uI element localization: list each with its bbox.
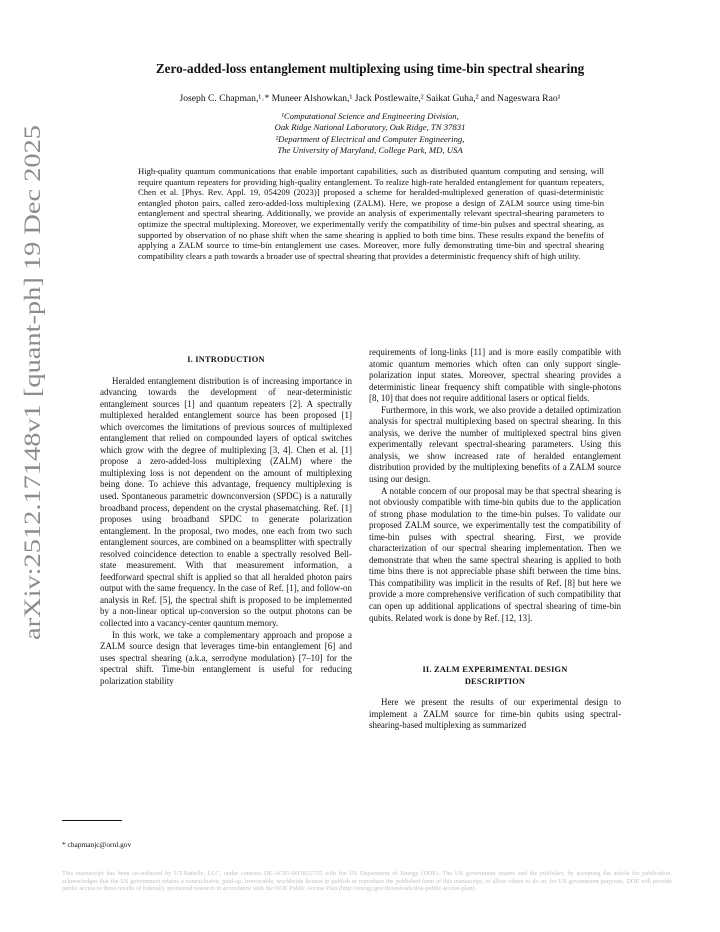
affiliation-line: ¹Computational Science and Engineering Division, [281,111,459,121]
author-list: Joseph C. Chapman,¹˒* Muneer Alshowkan,¹ Jack Postlewaite,² Saikat Guha,² and Nageswara Rao¹ [179,93,561,104]
abstract: High-quality quantum communications that enable important capabilities, such as distributed quantum computing and sensing, will require quantum repeaters for providing high-quality entanglement. To realize high-rate heralded entanglement for quantum repeaters, Chen et al. [Phys. Rev. Appl. 19, 054209 (2023)] proposed a scheme for heralded-multiplexed generation of quasi-deterministic entangled photon pairs, called zero-added-loss multiplexing (ZALM). Here, we propose a design of ZALM source using time-bin entanglement and spectral shearing. Additionally, we provide an analysis of experimentally relevant spectral-shearing parameters to optimize the spectral multiplexing. Moreover, we experimentally verify the compatibility of time-bin pulses and spectral shearing, as supported by observation of no phase shift when the same shearing is applied to both time bins. These results expand the benefits of applying a ZALM source to time-bin entanglement use cases. Moreover, more fully demonstrating time-bin and spectral shearing compatibility clears a path towards a broader use of spectral shearing that provides a deterministic frequency shift of high utility. [138,166,604,261]
arxiv-side-label [2,120,54,640]
arxiv-side-label-svg [2,120,54,640]
section-heading-introduction: I. INTRODUCTION [187,355,265,364]
arxiv-identifier: arXiv:2512.17148v1 [quant-ph] 19 Dec 2025 [20,213,46,640]
section-heading-line: II. ZALM EXPERIMENTAL DESIGN [422,665,568,675]
affiliation-line: Oak Ridge National Laboratory, Oak Ridge, TN 37831 [274,122,466,133]
section-heading-zalm-design [369,664,621,687]
left-column [100,348,352,687]
section-heading-line: DESCRIPTION [464,676,526,686]
affiliation-line: The University of Maryland, College Park, MD, USA [277,144,463,155]
affiliations [60,111,680,156]
affiliation-line: ²Department of Electrical and Computer Engineering, [275,133,465,144]
paper-title: Zero-added-loss entanglement multiplexing using time-bin spectral shearing [155,61,585,76]
paragraph: A notable concern of our proposal may be that spectral shearing is not obviously compatible with time-bin qubits due to the application of strong phase modulation to the time-bin pulses. To validate our proposed ZALM source, we experimentally test the compatibility of time-bin pulses with spectral shearing. First, we provide characterization of our spectral shearing implementation. Then we demonstrate that when the same spectral shearing is applied to both time bins there is not appreciable phase shift between the time bins. This compatibility was implicit in the results of Ref. [8] but here we provide a more comprehensive verification of such compatibility that can open up additional applications of spectral shearing of time-bin qubits. Related work is done by Ref. [12, 13]. [369,485,621,623]
paragraph: Heralded entanglement distribution is of increasing importance in advancing towards the development of near-deterministic entanglement sources [1] and quantum repeaters [2]. A spectrally multiplexed heralded entanglement source has been proposed [1] which overcomes the limitations of previous sources of multiplexed entanglement that relied on compounded layers of optical switches which grow with the degree of multiplexing [3, 4]. Chen et al. [1] propose a zero-added-loss multiplexing (ZALM) where the multiplexing loss is not dependent on the amount of multiplexing being done. To achieve this advantage, frequency multiplexing is used. Spontaneous parametric downconversion (SPDC) is a naturally broadband process, dependent on the crystal phasematching. Ref. [1] proposes using broadband SPDC to generate polarization entanglement. In the proposal, two modes, one each from two such entanglement sources, are combined on a beamsplitter with spectrally resolved coincidence detection to enable a spectrally resolved Bell-state measurement. With that measurement information, a feedforward spectral shift is applied so that all heralded photon pairs output with the same frequency. In the case of Ref. [1], and follow-on analysis in Ref. [5], the spectral shift is proposed to be implemented by a non-linear optical up-conversion so the output photons can be collected into a vacancy-center qauntum memory. [100,375,352,629]
right-column [369,347,621,732]
paragraph: Furthermore, in this work, we also provide a detailed optimization analysis for spectral multiplexing based on spectral shearing. In this analysis, we derive the number of multiplexed spectral bins given experimentally relevant spectral-shearing parameters. Using this analysis, we show increased rate of heralded entanglement distribution provided by the multiplexing benefits of a ZALM source using our design. [369,404,621,485]
paragraph: requirements of long-links [11] and is more easily compatible with atomic quantum memories which often can only support single-polarization input states. Moreover, spectral shearing provides a deterministic linear frequency shift compatible with single-photons [8, 10] that does not require additional lasers or optical fields. [369,347,621,404]
paragraph: In this work, we take a complementary approach and propose a ZALM source design that leverages time-bin entanglement [6] and uses spectral shearing (a.k.a, serrodyne modulation) [7–10] for the spectral shift. Time-bin entanglement is useful for reducing polarization stability [100,629,352,686]
paragraph: Here we present the results of our experimental design to implement a ZALM source for time-bin qubits using spectral-shearing-based multiplexing as summarized [369,697,621,731]
footnote-rule [62,820,122,821]
copyright-notice: This manuscript has been co-authored by UT-Battelle, LLC, under contract DE-AC05-00OR22725 with the US Department of Energy (DOE). The US government retains and the publisher, by accepting the article for publication, acknowledges that the US government retains a nonexclusive, paid-up, irrevocable, worldwide license to publish or reproduce the published form of this manuscript, or allow others to do so, for US government purposes. DOE will provide public access to these results of federally sponsored research in accordance with the DOE Public Access Plan (http://energy.gov/downloads/doe-public-access-plan). [62,870,672,893]
footnote-email: * chapmanjc@ornl.gov [62,840,132,849]
